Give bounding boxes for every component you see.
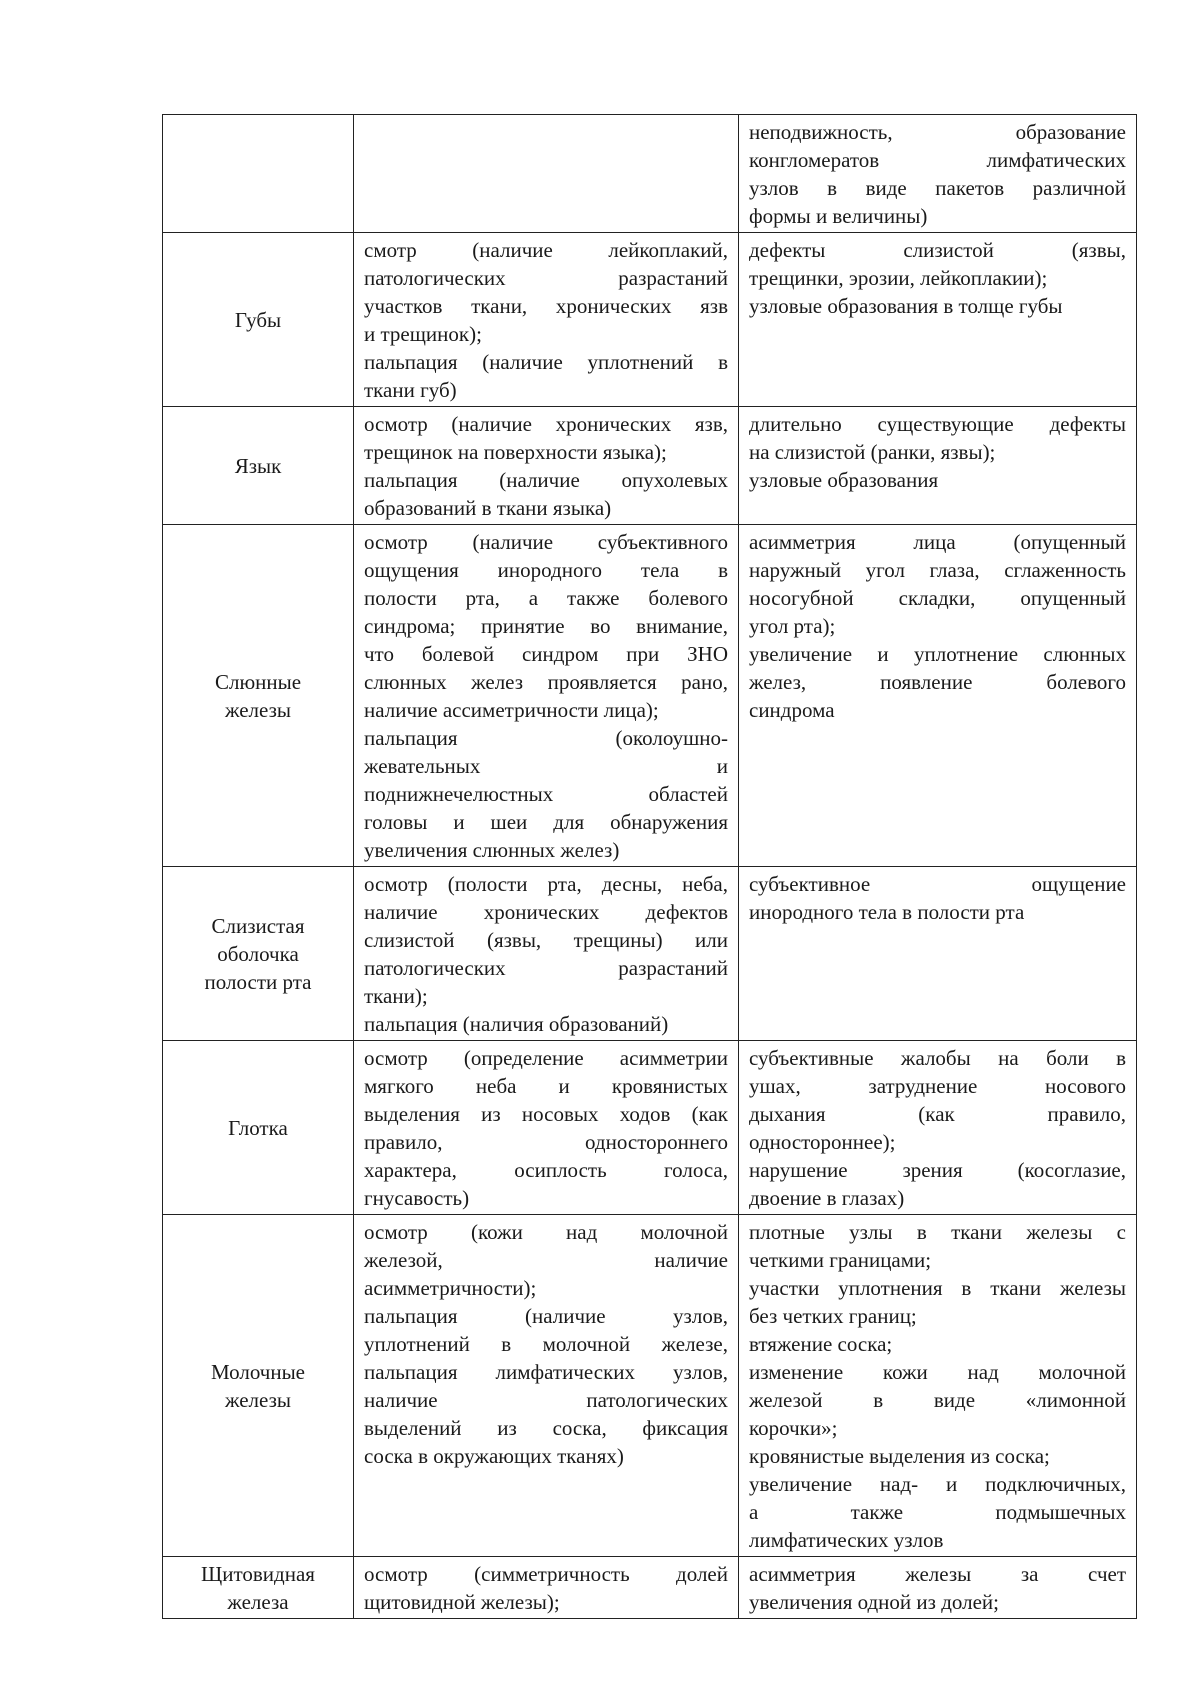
organ-name-line: Слизистая xyxy=(211,914,305,938)
signs-cell xyxy=(739,1215,1137,1557)
organ-name-line: оболочка xyxy=(217,942,299,966)
method-line: патологических разрастаний xyxy=(364,956,728,980)
organ-cell xyxy=(163,233,354,407)
signs-cell xyxy=(739,115,1137,233)
method-line: пальпация лимфатических узлов, xyxy=(364,1360,728,1384)
sign-line: узловые образования xyxy=(749,468,939,492)
methods-cell xyxy=(354,115,739,233)
method-line: характера, осиплость голоса, xyxy=(364,1158,728,1182)
sign-line: увеличения одной из долей; xyxy=(749,1590,999,1614)
signs-cell xyxy=(739,233,1137,407)
method-line: пальпация (наличие узлов, xyxy=(364,1304,728,1328)
sign-line: носогубной складки, опущенный xyxy=(749,586,1126,610)
method-line: мягкого неба и кровянистых xyxy=(364,1074,728,1098)
table-row xyxy=(163,867,1137,1041)
sign-line: на слизистой (ранки, язвы); xyxy=(749,440,996,464)
sign-line: четкими границами; xyxy=(749,1248,932,1272)
method-line: и трещинок); xyxy=(364,322,482,346)
method-line: гнусавость) xyxy=(364,1186,470,1210)
sign-line: изменение кожи над молочной xyxy=(749,1360,1126,1384)
sign-line: конгломератов лимфатических xyxy=(749,148,1126,172)
method-line: осмотр (определение асимметрии xyxy=(364,1046,728,1070)
sign-line: асимметрия лица (опущенный xyxy=(749,530,1126,554)
examination-table xyxy=(162,114,1137,1619)
method-line: слюнных желез проявляется рано, xyxy=(364,670,728,694)
sign-line: длительно существующие дефекты xyxy=(749,412,1126,436)
sign-line: железой в виде «лимонной xyxy=(749,1388,1126,1412)
sign-line: трещинки, эрозии, лейкоплакии); xyxy=(749,266,1048,290)
sign-line: одностороннее); xyxy=(749,1130,896,1154)
methods-cell xyxy=(354,1557,739,1619)
table-row xyxy=(163,1215,1137,1557)
method-line: железой, наличие xyxy=(364,1248,728,1272)
organ-name-line: Глотка xyxy=(228,1116,288,1140)
signs-cell xyxy=(739,1557,1137,1619)
sign-line: двоение в глазах) xyxy=(749,1186,905,1210)
organ-name-line: Язык xyxy=(234,454,282,478)
sign-line: неподвижность, образование xyxy=(749,120,1126,144)
method-line: правило, одностороннего xyxy=(364,1130,728,1154)
table-row xyxy=(163,115,1137,233)
methods-cell xyxy=(354,1215,739,1557)
organ-name-line: Щитовидная xyxy=(201,1562,315,1586)
sign-line: дефекты слизистой (язвы, xyxy=(749,238,1126,262)
sign-line: увеличение и уплотнение слюнных xyxy=(749,642,1126,666)
method-line: что болевой синдром при ЗНО xyxy=(364,642,728,666)
sign-line: участки уплотнения в ткани железы xyxy=(749,1276,1126,1300)
sign-line: узловые образования в толще губы xyxy=(749,294,1063,318)
method-line: трещинок на поверхности языка); xyxy=(364,440,667,464)
organ-name-line: железы xyxy=(224,1388,291,1412)
sign-line: узлов в виде пакетов различной xyxy=(749,176,1126,200)
method-line: участков ткани, хронических язв xyxy=(364,294,728,318)
method-line: ткани); xyxy=(364,984,428,1008)
method-line: полости рта, а также болевого xyxy=(364,586,728,610)
organ-name-line: железы xyxy=(224,698,291,722)
method-line: наличие ассиметричности лица); xyxy=(364,698,659,722)
method-line: ткани губ) xyxy=(364,378,457,402)
method-line: образований в ткани языка) xyxy=(364,496,612,520)
table-row xyxy=(163,1557,1137,1619)
sign-line: формы и величины) xyxy=(749,204,928,228)
method-line: пальпация (околоушно- xyxy=(364,726,728,750)
organ-name-line: Молочные xyxy=(210,1360,306,1384)
method-line: наличие патологических xyxy=(364,1388,728,1412)
method-line: пальпация (наличия образований) xyxy=(364,1012,669,1036)
sign-line: субъективное ощущение xyxy=(749,872,1126,896)
method-line: выделений из соска, фиксация xyxy=(364,1416,728,1440)
sign-line: ушах, затруднение носового xyxy=(749,1074,1126,1098)
method-line: патологических разрастаний xyxy=(364,266,728,290)
method-line: осмотр (кожи над молочной xyxy=(364,1220,728,1244)
method-line: синдрома; принятие во внимание, xyxy=(364,614,728,638)
table-row xyxy=(163,233,1137,407)
method-line: осмотр (наличие хронических язв, xyxy=(364,412,728,436)
organ-name-line: Слюнные xyxy=(214,670,302,694)
sign-line: увеличение над- и подключичных, xyxy=(749,1472,1126,1496)
method-line: осмотр (симметричность долей xyxy=(364,1562,728,1586)
method-line: жевательных и xyxy=(364,754,728,778)
sign-line: угол рта); xyxy=(749,614,836,638)
method-line: пальпация (наличие уплотнений в xyxy=(364,350,728,374)
sign-line: лимфатических узлов xyxy=(749,1528,944,1552)
sign-line: синдрома xyxy=(749,698,835,722)
table-row xyxy=(163,407,1137,525)
organ-cell xyxy=(163,407,354,525)
methods-cell xyxy=(354,407,739,525)
sign-line: плотные узлы в ткани железы с xyxy=(749,1220,1126,1244)
method-line: головы и шеи для обнаружения xyxy=(364,810,728,834)
sign-line: кровянистые выделения из соска; xyxy=(749,1444,1050,1468)
organ-cell xyxy=(163,1041,354,1215)
sign-line: дыхания (как правило, xyxy=(749,1102,1126,1126)
organ-name-line: Губы xyxy=(234,308,282,332)
method-line: слизистой (язвы, трещины) или xyxy=(364,928,728,952)
method-line: осмотр (полости рта, десны, неба, xyxy=(364,872,728,896)
sign-line: втяжение соска; xyxy=(749,1332,893,1356)
method-line: уплотнений в молочной железе, xyxy=(364,1332,728,1356)
methods-cell xyxy=(354,233,739,407)
table-row xyxy=(163,1041,1137,1215)
methods-cell xyxy=(354,867,739,1041)
sign-line: желез, появление болевого xyxy=(749,670,1126,694)
method-line: асимметричности); xyxy=(364,1276,537,1300)
signs-cell xyxy=(739,525,1137,867)
sign-line: наружный угол глаза, сглаженность xyxy=(749,558,1126,582)
sign-line: корочки»; xyxy=(749,1416,838,1440)
method-line: выделения из носовых ходов (как xyxy=(364,1102,728,1126)
organ-cell xyxy=(163,867,354,1041)
signs-cell xyxy=(739,407,1137,525)
table-row xyxy=(163,525,1137,867)
method-line: соска в окружающих тканях) xyxy=(364,1444,624,1468)
signs-cell xyxy=(739,1041,1137,1215)
method-line: ощущения инородного тела в xyxy=(364,558,728,582)
sign-line: без четких границ; xyxy=(749,1304,917,1328)
table-body xyxy=(163,115,1137,1619)
method-line: осмотр (наличие субъективного xyxy=(364,530,728,554)
method-line: наличие хронических дефектов xyxy=(364,900,728,924)
organ-cell xyxy=(163,1215,354,1557)
methods-cell xyxy=(354,525,739,867)
organ-cell xyxy=(163,525,354,867)
organ-name-line: полости рта xyxy=(204,970,312,994)
method-line: поднижнечелюстных областей xyxy=(364,782,728,806)
sign-line: а также подмышечных xyxy=(749,1500,1126,1524)
method-line: щитовидной железы); xyxy=(364,1590,560,1614)
organ-cell xyxy=(163,1557,354,1619)
methods-cell xyxy=(354,1041,739,1215)
method-line: увеличения слюнных желез) xyxy=(364,838,620,862)
signs-cell xyxy=(739,867,1137,1041)
organ-name-line: железа xyxy=(227,1590,289,1614)
method-line: пальпация (наличие опухолевых xyxy=(364,468,728,492)
organ-cell xyxy=(163,115,354,233)
sign-line: асимметрия железы за счет xyxy=(749,1562,1126,1586)
sign-line: нарушение зрения (косоглазие, xyxy=(749,1158,1126,1182)
method-line: смотр (наличие лейкоплакий, xyxy=(364,238,728,262)
sign-line: инородного тела в полости рта xyxy=(749,900,1025,924)
sign-line: субъективные жалобы на боли в xyxy=(749,1046,1126,1070)
